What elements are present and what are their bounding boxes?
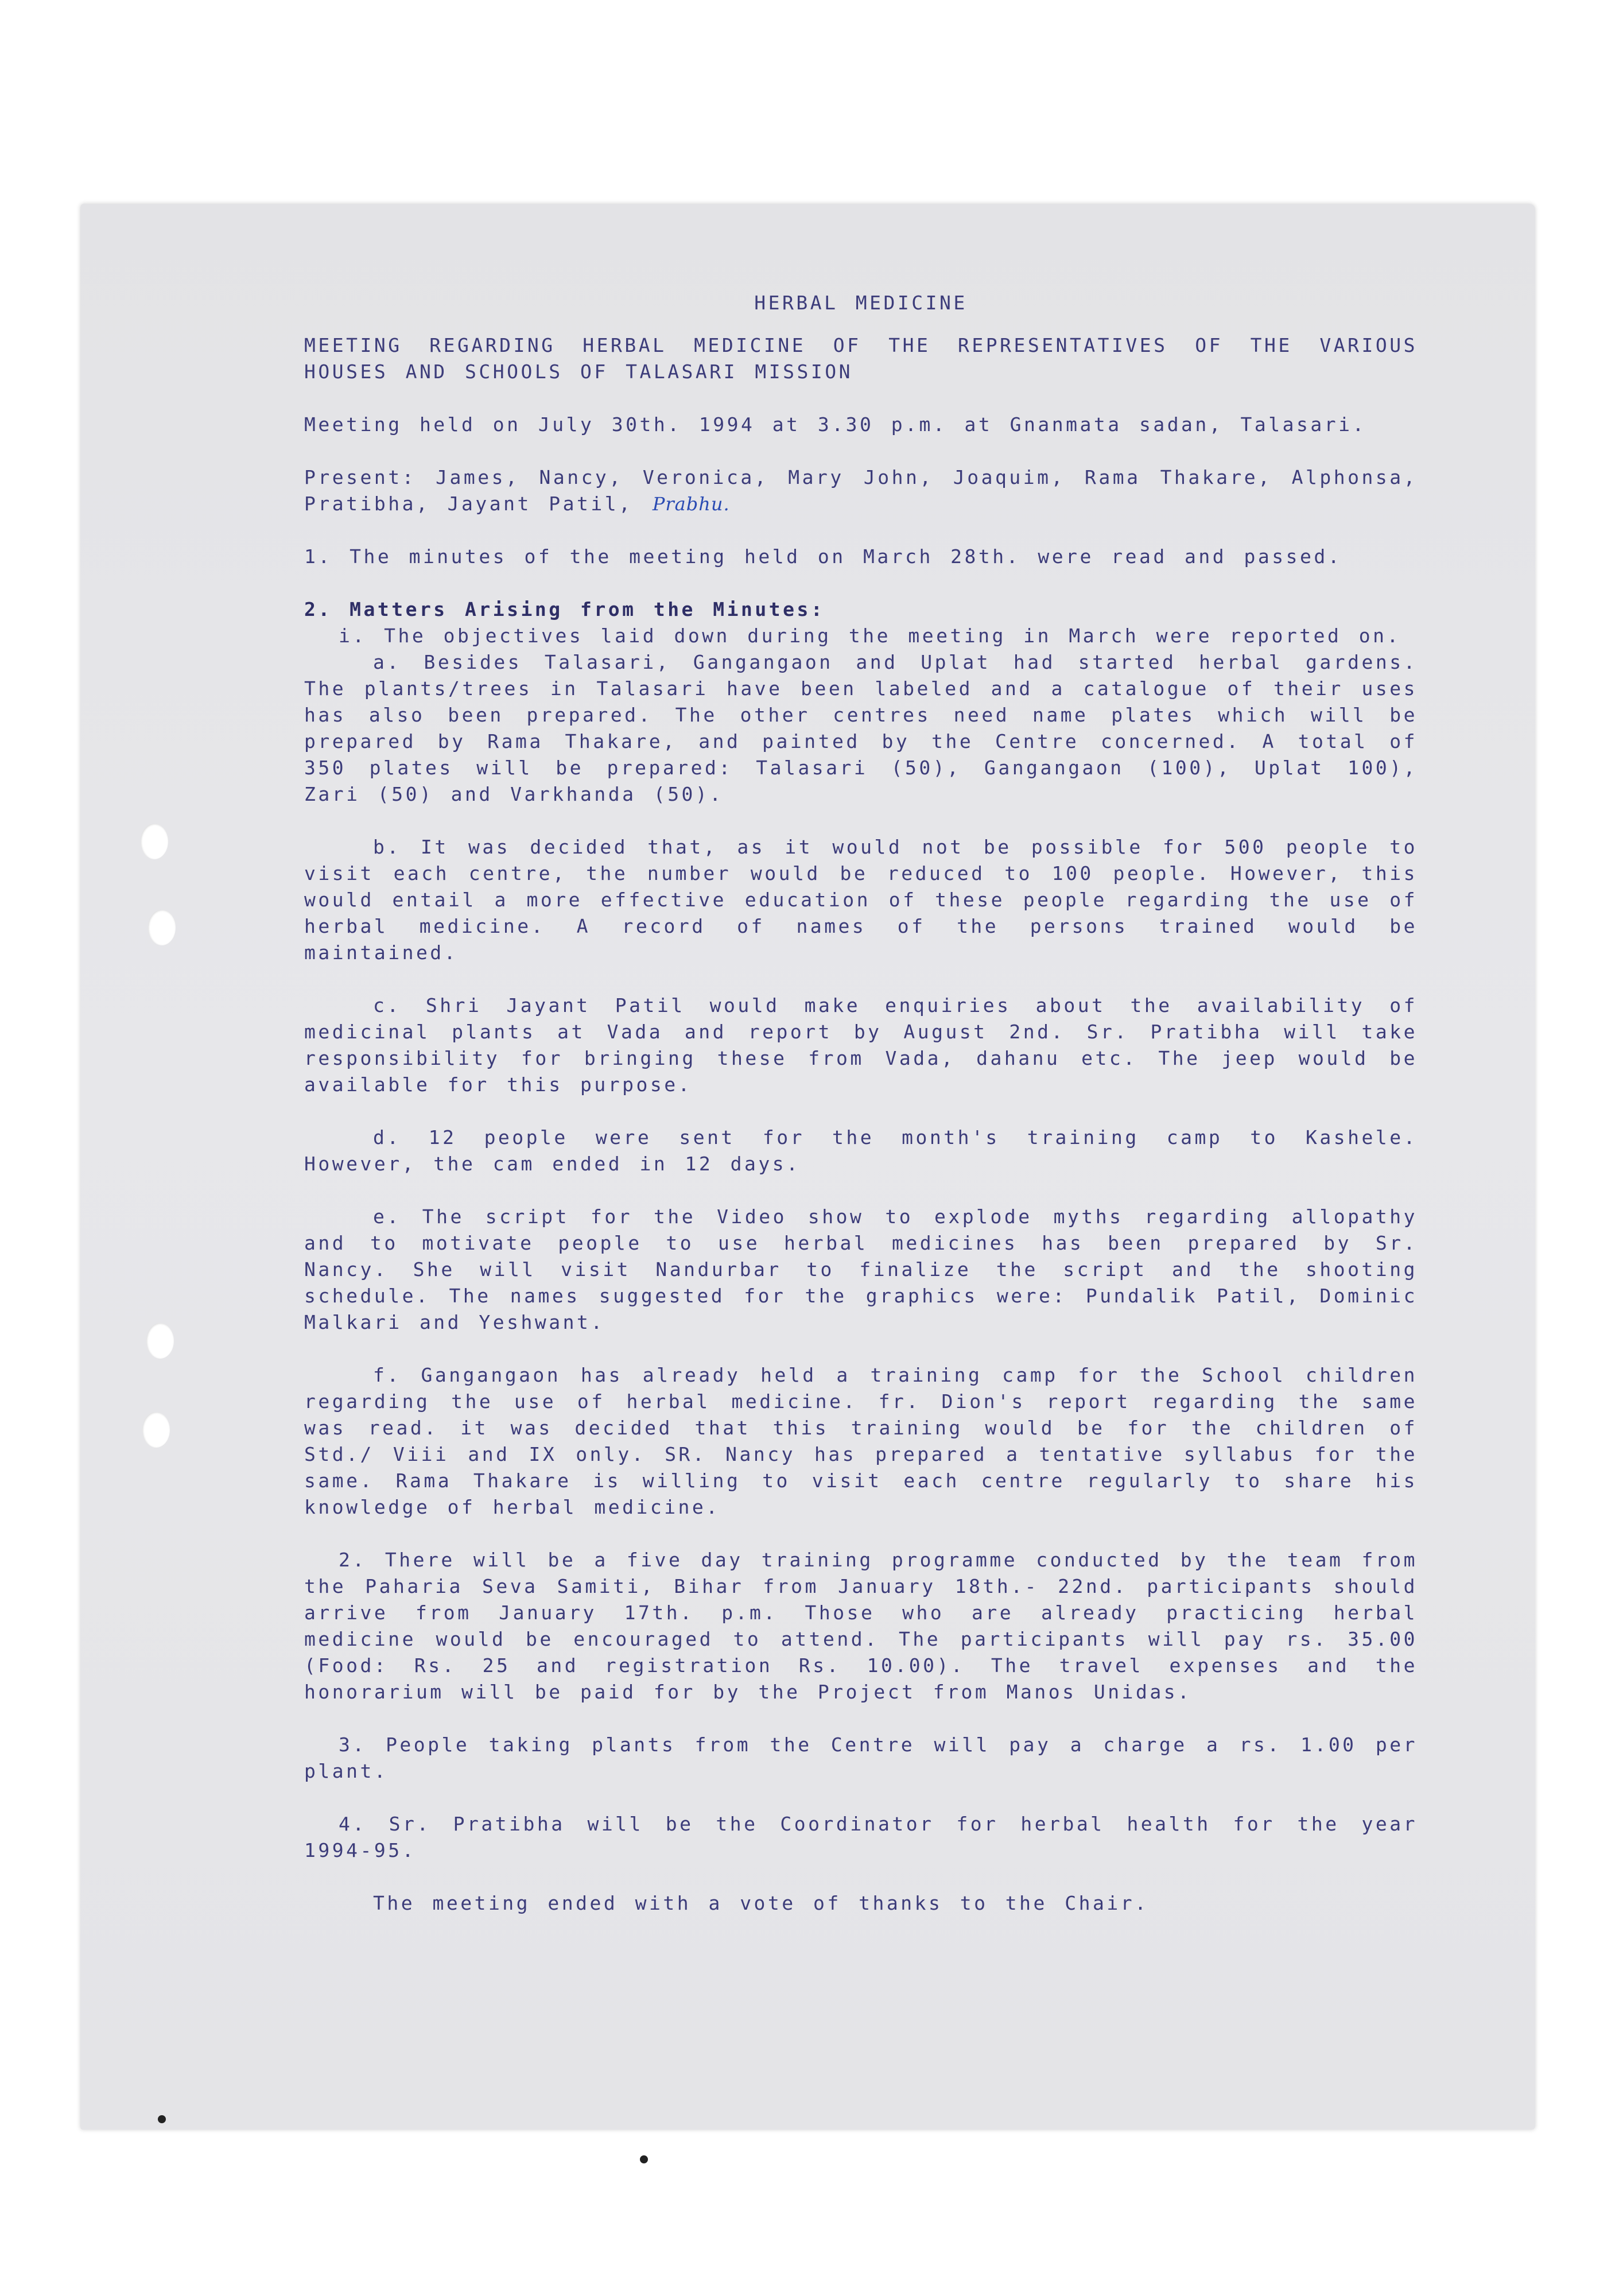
point-2: 2. There will be a five day training programme conducted by the team from the Paharia Seva Samiti, Bihar from January 18th.- 22nd. participants should arrive from January 17th. p.m. Those who are already practicing herbal medicine would be encouraged to attend. The participants will pay rs. 35.00 (Food: Rs. 25 and registration Rs. 10.00). The travel expenses and the honorarium will be paid for by the Project from Manos Unidas. <box>304 1549 1418 1703</box>
punch-hole <box>142 1412 170 1448</box>
ink-dot <box>640 2155 648 2163</box>
document-body <box>304 290 1418 1943</box>
punch-hole <box>148 910 176 945</box>
present-names: James, Nancy, Veronica, Mary John, Joaquim, Rama Thakare, Alphonsa, Pratibha, Jayant Patil, <box>304 466 1418 515</box>
item-2-c: c. Shri Jayant Patil would make enquiries about the availability of medicinal plants at Vada and report by August 2nd. Sr. Pratibha will take responsibility for bringing these from Vada, dahanu etc. The jeep would be available for this purpose. <box>304 994 1418 1096</box>
item-2-heading: 2. Matters Arising from the Minutes: <box>304 598 825 620</box>
handwritten-name: Prabhu. <box>652 493 730 515</box>
closing-line: The meeting ended with a vote of thanks to the Chair. <box>373 1892 1149 1914</box>
item-1: 1. The minutes of the meeting held on March 28th. were read and passed. <box>304 545 1342 568</box>
item-2-i: i. The objectives laid down during the meeting in March were reported on. <box>339 625 1401 647</box>
punch-hole <box>141 824 168 859</box>
ink-dot <box>158 2115 166 2123</box>
item-2-e: e. The script for the Video show to explode myths regarding allopathy and to motivate people to use herbal medicines has been prepared by Sr. Nancy. She will visit Nandurbar to finalize the script and the shooting schedule. The names suggested for the graphics were: Pundalik Patil, Dominic Malkari and Yeshwant. <box>304 1205 1418 1333</box>
item-2-d: d. 12 people were sent for the month's training camp to Kashele. However, the cam ended in 12 days. <box>304 1126 1418 1175</box>
present-label: Present: <box>304 466 416 488</box>
punch-hole <box>146 1323 174 1359</box>
item-2-f: f. Gangangaon has already held a training camp for the School children regarding the use of herbal medicine. fr. Dion's report regarding the same was read. it was decided that this training would be for the children of Std./ Viii and IX only. SR. Nancy has prepared a tentative syllabus for the same. Rama Thakare is willing to visit each centre regularly to share his knowledge of herbal medicine. <box>304 1364 1418 1518</box>
item-2-a: a. Besides Talasari, Gangangaon and Uplat had started herbal gardens. The plants/trees in Talasari have been labeled and a catalogue of their uses has also been prepared. The other centres need name plates which will be prepared by Rama Thakare, and painted by the Centre concerned. A total of 350 plates will be prepared: Talasari (50), Gangangaon (100), Uplat 100), Zari (50) and Varkhanda (50). <box>304 651 1418 805</box>
point-4: 4. Sr. Pratibha will be the Coordinator for herbal health for the year 1994-95. <box>304 1813 1418 1861</box>
item-2-b: b. It was decided that, as it would not be possible for 500 people to visit each centre, the number would be reduced to 100 people. However, this would entail a more effective education of these people regarding the use of herbal medicine. A record of names of the persons trained would be maintained. <box>304 836 1418 964</box>
point-3: 3. People taking plants from the Centre will pay a charge a rs. 1.00 per plant. <box>304 1733 1418 1782</box>
meeting-held-line: Meeting held on July 30th. 1994 at 3.30 p.m. at Gnanmata sadan, Talasari. <box>304 413 1366 436</box>
document-subtitle: MEETING REGARDING HERBAL MEDICINE OF THE REPRESENTATIVES OF THE VARIOUS HOUSES AND SCHOOLS OF TALASARI MISSION <box>304 334 1418 383</box>
present-line <box>304 464 1418 517</box>
document-title: HERBAL MEDICINE <box>754 292 968 314</box>
